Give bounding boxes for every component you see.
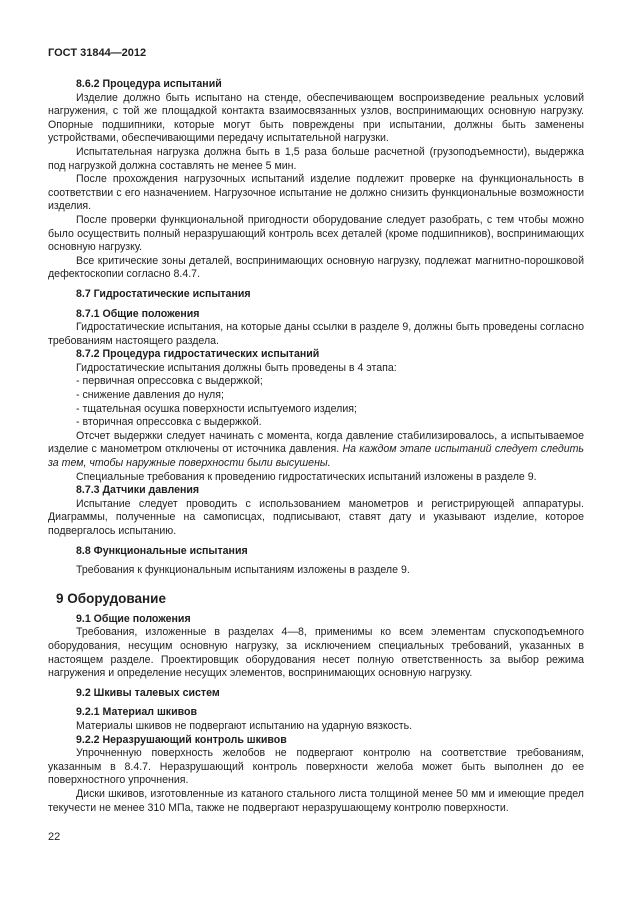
heading-9-2: 9.2 Шкивы талевых систем	[76, 686, 220, 699]
paragraph: Специальные требования к проведению гидростатических испытаний изложены в разделе 9.	[76, 470, 537, 483]
paragraph: Материалы шкивов не подвергают испытанию на ударную вязкость.	[76, 719, 413, 732]
italic-text-run: На каждом этапе испытаний следует следить за тем, чтобы наружные поверхности были высушены.	[48, 443, 584, 470]
document-body	[48, 78, 584, 815]
heading-8-7: 8.7 Гидростатические испытания	[76, 287, 251, 300]
heading-8-6-2: 8.6.2 Процедура испытаний	[76, 78, 222, 90]
list-item: - первичная опрессовка с выдержкой;	[76, 375, 263, 388]
list-item: - снижение давления до нуля;	[76, 389, 224, 402]
paragraph: Испытательная нагрузка должна быть в 1,5 раза больше расчетной (грузоподъемности), выдержка под нагрузкой должна составлять не менее 5 мин.	[48, 145, 584, 172]
document-header: ГОСТ 31844—2012	[48, 47, 147, 59]
paragraph: Все критические зоны деталей, воспринимающих основную нагрузку, подлежат магнитно-порошковой дефектоскопии согласно 8.4.7.	[48, 254, 584, 281]
paragraph: Диски шкивов, изготовленные из катаного стального листа толщиной менее 50 мм и имеющие предел текучести не менее 310 МПа, также не подвергают неразрушающему контролю поверхности.	[48, 787, 584, 814]
heading-8-7-1: 8.7.1 Общие положения	[76, 307, 200, 320]
paragraph: После прохождения нагрузочных испытаний изделие подлежит проверке на функциональность в соответствии с его назначением. Нагрузочное испытание не должно снизить функциональные возможности изделия.	[48, 173, 584, 213]
paragraph: Требования, изложенные в разделах 4—8, применимы ко всем элементам спускоподъемного оборудования, несущим основную нагрузку, за исключением специальных требований, указанных в настоящем разделе. Проектировщик оборудования несет полную ответственность за выбор режима нагружения и определение несущих элементов, воспринимающих основную нагрузку.	[48, 626, 584, 680]
heading-9-2-2: 9.2.2 Неразрушающий контроль шкивов	[76, 733, 287, 746]
list-item: - вторичная опрессовка с выдержкой.	[76, 416, 262, 429]
paragraph: Требования к функциональным испытаниям изложены в разделе 9.	[76, 564, 410, 577]
paragraph: Изделие должно быть испытано на стенде, обеспечивающем воспроизведение реальных условий нагружения, с той же площадкой контакта взаимосвязанных узлов, воспринимающих основную нагрузку. Опорные подшипники, которые могут быть повреждены при испытании, должны быть заменены устройствами, обеспечивающими передачу испытательной нагрузки.	[48, 91, 584, 145]
heading-8-8: 8.8 Функциональные испытания	[76, 544, 248, 557]
paragraph: Упрочненную поверхность желобов не подвергают контролю на соответствие требованиям, указанным в 8.4.7. Неразрушающий контроль поверхности желоба может быть выполнен до ее поверхностного упрочнения.	[48, 747, 584, 787]
heading-8-7-3: 8.7.3 Датчики давления	[76, 484, 200, 497]
heading-8-7-2: 8.7.2 Процедура гидростатических испытаний	[76, 348, 320, 361]
heading-9-2-1: 9.2.1 Материал шкивов	[76, 706, 197, 719]
list-item: - тщательная осушка поверхности испытуемого изделия;	[76, 402, 357, 415]
heading-9-1: 9.1 Общие положения	[76, 612, 191, 625]
text-run: Отсчет выдержки следует начинать с момента, когда давление стабилизировалось, а испытываемое изделие с манометром отключены от источника давления.	[48, 429, 584, 456]
paragraph: Гидростатические испытания должны быть проведены в 4 этапа:	[76, 361, 397, 374]
page-number: 22	[48, 831, 61, 843]
paragraph	[48, 430, 584, 471]
paragraph: После проверки функциональной пригодности оборудование следует разобрать, с тем чтобы можно было осуществить полный неразрушающий контроль всех деталей (кроме подшипников), воспринимающих основную нагрузку.	[48, 213, 584, 254]
paragraph: Испытание следует проводить с использованием манометров и регистрирующей аппаратуры. Диаграммы, полученные на самописцах, подписывают, ставят дату и указывают изделие, которое подвергалось испытанию.	[48, 497, 584, 537]
heading-9: 9 Оборудование	[56, 590, 166, 606]
paragraph: Гидростатические испытания, на которые даны ссылки в разделе 9, должны быть проведены согласно требованиям настоящего раздела.	[48, 321, 584, 347]
